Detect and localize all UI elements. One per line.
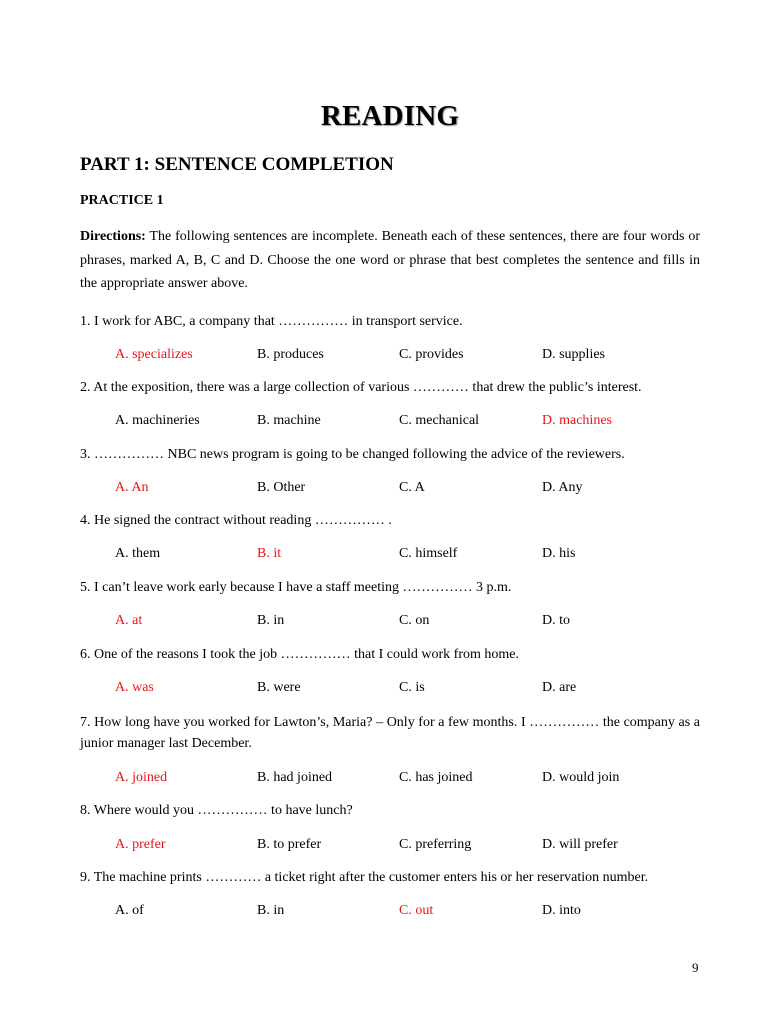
question-8-option-b: B. to prefer [257,837,322,852]
question-4: 4. He signed the contract without reading …………… . [80,513,392,528]
question-9-option-a: A. of [115,903,144,918]
question-7-option-c: C. has joined [399,770,473,785]
question-2-options [80,411,700,431]
question-3-option-c: C. A [399,480,425,495]
question-9-option-c: C. out [399,903,434,918]
question-4-options [80,544,700,564]
practice-heading: PRACTICE 1 [80,193,164,208]
question-9: 9. The machine prints ………… a ticket right after the customer enters his or her reservation number. [80,870,649,885]
question-9-option-d: D. into [542,903,581,918]
question-4-option-c: C. himself [399,546,458,561]
question-3-option-d: D. Any [542,480,583,495]
page-title: READING [320,100,460,132]
question-2-option-b: B. machine [257,413,321,428]
question-8-options [80,835,700,855]
question-1-option-a: A. specializes [115,347,193,362]
question-5-option-d: D. to [542,613,570,628]
question-9-option-b: B. in [257,903,285,918]
page-number: 9 [692,960,699,975]
question-4-option-a: A. them [115,546,161,561]
directions-paragraph [80,225,700,296]
question-7-option-a: A. joined [115,770,168,785]
question-1-option-c: C. provides [399,347,464,362]
question-1-option-d: D. supplies [542,347,605,362]
question-1: 1. I work for ABC, a company that …………… in transport service. [80,314,463,329]
question-6-option-b: B. were [257,680,301,695]
question-3-option-a: A. An [115,480,149,495]
question-1-options [80,345,700,365]
question-6: 6. One of the reasons I took the job …………… that I could work from home. [80,647,519,662]
question-5-option-b: B. in [257,613,285,628]
question-8-option-a: A. prefer [115,837,166,852]
question-5-options [80,611,700,631]
question-7-option-b: B. had joined [257,770,333,785]
question-5: 5. I can’t leave work early because I have a staff meeting …………… 3 p.m. [80,580,512,595]
part-heading: PART 1: SENTENCE COMPLETION [80,154,394,175]
question-2: 2. At the exposition, there was a large collection of various ………… that drew the public’s interest. [80,380,642,395]
question-7-option-d: D. would join [542,770,620,785]
question-4-option-b: B. it [257,546,282,561]
question-6-option-c: C. is [399,680,425,695]
question-7: 7. How long have you worked for Lawton’s, Maria? – Only for a few months. I …………… the company as a junior manager last December. [80,715,700,751]
question-8-option-c: C. preferring [399,837,472,852]
question-2-option-d: D. machines [542,413,612,428]
question-8-option-d: D. will prefer [542,837,618,852]
question-2-option-a: A. machineries [115,413,200,428]
question-5-option-a: A. at [115,613,143,628]
question-3-options [80,478,700,498]
question-5-option-c: C. on [399,613,430,628]
question-6-option-d: D. are [542,680,577,695]
question-4-option-d: D. his [542,546,576,561]
question-3-option-b: B. Other [257,480,306,495]
directions-label: Directions: [80,229,146,244]
directions-text: The following sentences are incomplete. Beneath each of these sentences, there are four words or phrases, marked A, B, C and D. Choose the one word or phrase that best completes the sentence and fills in the appropriate answer above. [80,229,700,291]
question-8: 8. Where would you …………… to have lunch? [80,803,353,818]
question-3: 3. …………… NBC news program is going to be changed following the advice of the reviewers. [80,447,625,462]
question-2-option-c: C. mechanical [399,413,480,428]
question-9-options [80,901,700,921]
question-1-option-b: B. produces [257,347,324,362]
question-7-options [80,768,700,788]
question-6-options [80,678,700,698]
question-6-option-a: A. was [115,680,154,695]
